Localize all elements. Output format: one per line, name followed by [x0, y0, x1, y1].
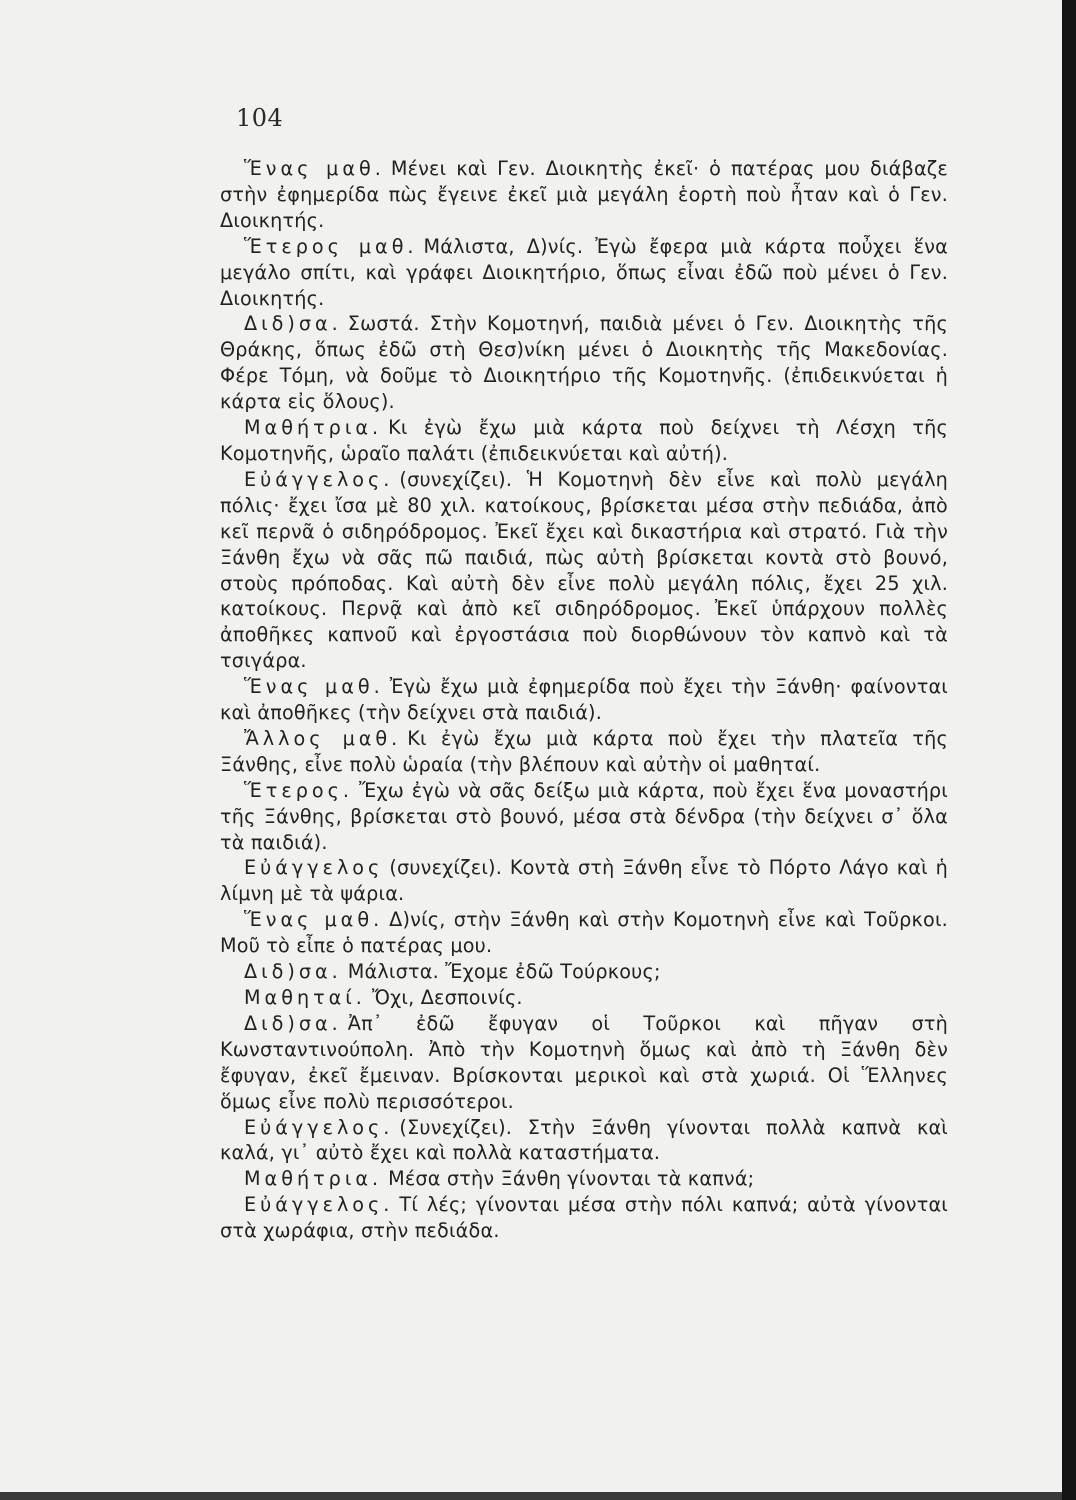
speaker-label: Ἄλλος μαθ. — [244, 726, 402, 750]
paragraph — [220, 674, 948, 726]
paragraph — [220, 234, 948, 312]
speaker-label: Διδ)σα. — [244, 1011, 342, 1035]
paragraph-text: Κι ἐγὼ ἔχω μιὰ κάρτα ποὺ ἔχει τὴν πλατεῖα τῆς Ξάνθης, εἶνε πολὺ ὡραία (τὴν βλέπουν καὶ αὐτὴν οἱ μαθηταί. — [220, 726, 948, 776]
paragraph — [220, 156, 948, 234]
speaker-label: Ἕτερος μαθ. — [244, 234, 418, 258]
paragraph-text: Ἀπ᾿ ἐδῶ ἔφυγαν οἱ Τοῦρκοι καὶ πῆγαν στὴ Κωνσταντινούπολη. Ἀπὸ τὴν Κομοτηνὴ ὅμως καὶ ἀπὸ τὴ Ξάνθη δὲν ἔφυγαν, ἐκεῖ ἔμειναν. Βρίσκονται μερικοὶ καὶ στὰ χωριά. Οἱ Ἕλληνες ὅμως εἶνε πολὺ περισσότεροι. — [220, 1011, 948, 1113]
paragraph-text: Σωστά. Στὴν Κομοτηνή, παιδιὰ μένει ὁ Γεν. Διοικητὴς τῆς Θράκης, ὅπως ἐδῶ στὴ Θεσ)νίκη μένει ὁ Διοικητὴς τῆς Μακεδονίας. Φέρε Τόμη, νὰ δοῦμε τὸ Διοικητήριο τῆς Κομοτηνῆς. (ἐπιδεικνύεται ἡ κάρτα εἰς ὅλους). — [220, 312, 948, 414]
paragraph-text: Ἐγὼ ἔχω μιὰ ἐφημερίδα ποὺ ἔχει τὴν Ξάνθη· φαίνονται καὶ ἀποθῆκες (τὴν δείχνει στὰ παιδιά). — [220, 675, 948, 725]
paragraph — [220, 1192, 948, 1244]
paragraph-text: Μέσα στὴν Ξάνθη γίνονται τὰ καπνά; — [388, 1167, 755, 1191]
dialogue-text — [220, 156, 948, 1244]
paragraph-text: (συνεχίζει). Ἡ Κομοτηνὴ δὲν εἶνε καὶ πολὺ μεγάλη πόλις· ἔχει ἴσα μὲ 80 χιλ. κατοίκους, βρίσκεται μέσα στὴν πεδιάδα, ἀπὸ κεῖ περνᾶ ὁ σιδηρόδρομος. Ἐκεῖ ἔχει καὶ δικαστήρια καὶ στρατό. Γιὰ τὴν Ξάνθη ἔχω νὰ σᾶς πῶ παιδιά, πὼς αὐτὴ βρίσκεται κοντὰ στὸ βουνό, στοὺς πρόποδας. Καὶ αὐτὴ δὲν εἶνε πολὺ μεγάλη πόλις, ἔχει 25 χιλ. κατοίκους. Περνᾷ καὶ ἀπὸ κεῖ σιδηρόδρομος. Ἐκεῖ ὑπάρχουν πολλὲς ἀποθῆκες καπνοῦ καὶ ἐργοστάσια ποὺ διορθώνουν τὸν καπνὸ καὶ τὰ τσιγάρα. — [220, 467, 948, 673]
paragraph — [220, 726, 948, 778]
speaker-label: Ἕνας μαθ. — [244, 908, 384, 932]
paragraph-text: Μένει καὶ Γεν. Διοικητὴς ἐκεῖ· ὁ πατέρας μου διάβαζε στὴν ἐφημερίδα πὼς ἔγεινε ἐκεῖ μιὰ μεγάλη ἑορτὴ ποὺ ἦταν καὶ ὁ Γεν. Διοικητής. — [220, 157, 948, 232]
paragraph-text: (Συνεχίζει). Στὴν Ξάνθη γίνονται πολλὰ καπνὰ καὶ καλά, γι᾿ αὐτὸ ἔχει καὶ πολλὰ καταστήματα. — [220, 1115, 948, 1165]
speaker-label: Διδ)σα. — [244, 960, 342, 984]
speaker-label: Μαθηταί. — [244, 986, 366, 1009]
paragraph-text: Τί λές; γίνονται μέσα στὴν πόλι καπνά; αὐτὰ γίνονται στὰ χωράφια, στὴν πεδιάδα. — [220, 1193, 948, 1243]
paragraph — [220, 959, 948, 985]
paragraph — [220, 1166, 948, 1192]
speaker-label: Εὐάγγελος — [244, 856, 384, 880]
paragraph — [220, 1011, 948, 1115]
speaker-label: Εὐάγγελος. — [244, 1193, 394, 1217]
paragraph-text: Μάλιστα. Ἔχομε ἐδῶ Τούρκους; — [347, 960, 661, 984]
paragraph — [220, 415, 948, 467]
speaker-label: Ἕτερος. — [244, 778, 354, 802]
paragraph — [220, 855, 948, 907]
speaker-label: Ἕνας μαθ. — [244, 675, 384, 699]
speaker-label: Εὐάγγελος. — [244, 467, 394, 491]
paragraph — [220, 985, 948, 1011]
paragraph — [220, 778, 948, 856]
paragraph-text: Δ)νίς, στὴν Ξάνθη καὶ στὴν Κομοτηνὴ εἶνε καὶ Τοῦρκοι. Μοῦ τὸ εἶπε ὁ πατέρας μου. — [220, 908, 948, 958]
paragraph-text: (συνεχίζει). Κοντὰ στὴ Ξάνθη εἶνε τὸ Πόρτο Λάγο καὶ ἡ λίμνη μὲ τὰ ψάρια. — [220, 856, 948, 906]
paragraph-text: Μάλιστα, Δ)νίς. Ἐγὼ ἔφερα μιὰ κάρτα ποὖχει ἕνα μεγάλο σπίτι, καὶ γράφει Διοικητήριο, ὅπως εἶναι ἐδῶ ποὺ μένει ὁ Γεν. Διοικητής. — [220, 234, 948, 310]
speaker-label: Ἕνας μαθ. — [244, 157, 385, 180]
speaker-label: Μαθήτρια. — [244, 416, 383, 440]
paragraph — [220, 907, 948, 959]
speaker-label: Εὐάγγελος. — [244, 1115, 394, 1139]
paragraph — [220, 311, 948, 415]
paragraph-text: Ὄχι, Δεσποινίς. — [371, 986, 523, 1009]
paragraph-text: Κι ἐγὼ ἔχω μιὰ κάρτα ποὺ δείχνει τὴ Λέσχη τῆς Κομοτηνῆς, ὡραῖο παλάτι (ἐπιδεικνύεται καὶ αὐτή). — [220, 416, 948, 465]
speaker-label: Διδ)σα. — [244, 312, 342, 336]
paragraph — [220, 1115, 948, 1167]
paragraph — [220, 467, 948, 674]
page-number: 104 — [236, 104, 284, 132]
scan-border — [1062, 0, 1076, 1500]
speaker-label: Μαθήτρια. — [244, 1167, 383, 1191]
paragraph-text: Ἔχω ἐγὼ νὰ σᾶς δείξω μιὰ κάρτα, ποὺ ἔχει ἕνα μοναστήρι τῆς Ξάνθης, βρίσκεται στὸ βουνό, μέσα στὰ δένδρα (τὴν δείχνει σ᾿ ὅλα τὰ παιδιά). — [220, 778, 948, 854]
